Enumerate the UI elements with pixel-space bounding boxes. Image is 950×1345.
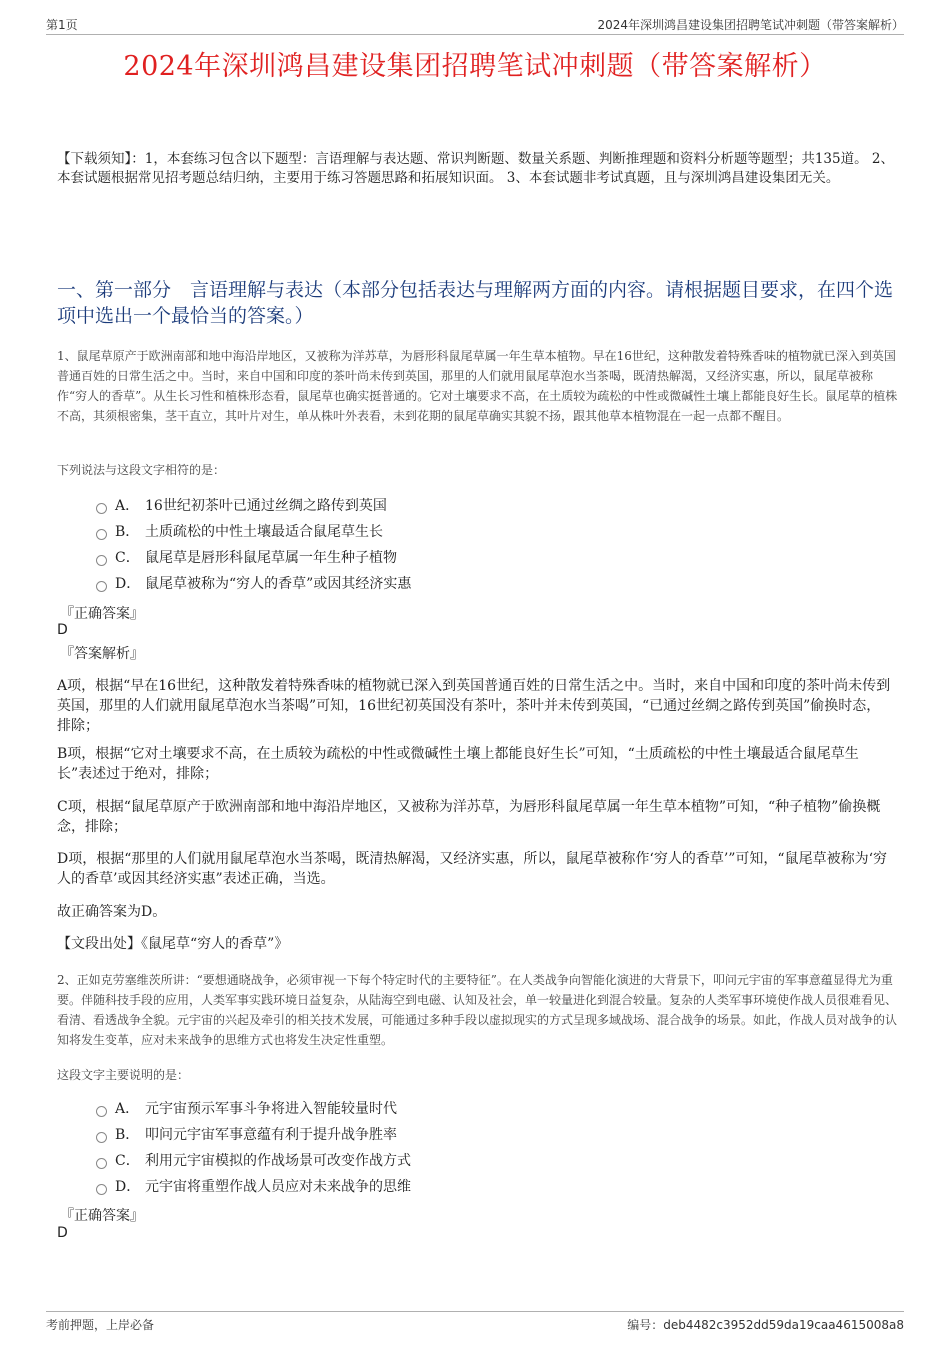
option-letter: C． (115, 1153, 140, 1169)
download-notice: 【下载须知】：1，本套练习包含以下题型：言语理解与表达题、常识判断题、数量关系题、判断推理题和资料分析题等题型；共135道。 2、本套试题根据常见招考题总结归纳，主要用于练习答题思路和拓展知识面。 3、本套试题非考试真题，且与深圳鸿昌建设集团无关。 (57, 151, 894, 186)
option-text: 元宇宙预示军事斗争将进入智能较量时代 (145, 1101, 397, 1117)
page-footer (46, 1311, 904, 1334)
q1-source: 【文段出处】《鼠尾草“穷人的香草”》 (57, 936, 289, 952)
option-letter: B． (115, 524, 140, 540)
q1-analysis-label: 『答案解析』 (60, 646, 144, 662)
q1-analysis-b: B项，根据“它对土壤要求不高，在土质较为疏松的中性或微碱性土壤上都能良好生长”可知，“土质疏松的中性土壤最适合鼠尾草生长”表述过于绝对，排除； (57, 746, 859, 782)
q2-option-d[interactable] (96, 1177, 411, 1197)
q2-prompt: 这段文字主要说明的是： (57, 1068, 190, 1082)
radio-icon[interactable] (96, 555, 107, 566)
option-letter: D． (115, 576, 141, 592)
q1-option-a[interactable] (96, 496, 387, 516)
q1-passage: 1、鼠尾草原产于欧洲南部和地中海沿岸地区，又被称为洋苏草，为唇形科鼠尾草属一年生草本植物。早在16世纪，这种散发着特殊香味的植物就已深入到英国普通百姓的日常生活之中。当时，来自中国和印度的茶叶尚未传到英国，那里的人们就用鼠尾草泡水当茶喝，既清热解渴，又经济实惠，所以，鼠尾草被称作“穷人的香草”。从生长习性和植株形态看，鼠尾草也确实挺普通的。它对土壤要求不高，在土质较为疏松的中性或微碱性土壤上都能良好生长。鼠尾草的植株不高，其须根密集，茎干直立，其叶片对生，单从株叶外表看，未到花期的鼠尾草确实其貌不扬，跟其他草本植物混在一起一点都不醒目。 (57, 349, 898, 423)
q1-option-b[interactable] (96, 522, 383, 542)
option-letter: C． (115, 550, 140, 566)
q1-conclusion: 故正确答案为D。 (57, 904, 167, 920)
q1-option-c[interactable] (96, 548, 397, 568)
page-header (46, 14, 904, 35)
q1-answer-label: 『正确答案』 (60, 606, 144, 622)
radio-icon[interactable] (96, 1132, 107, 1143)
q1-analysis-c: C项，根据“鼠尾草原产于欧洲南部和地中海沿岸地区，又被称为洋苏草，为唇形科鼠尾草属一年生草本植物”可知，“种子植物”偷换概念，排除； (57, 799, 881, 835)
radio-icon[interactable] (96, 529, 107, 540)
option-text: 土质疏松的中性土壤最适合鼠尾草生长 (145, 524, 383, 540)
q2-answer: D (57, 1225, 68, 1241)
radio-icon[interactable] (96, 1158, 107, 1169)
option-letter: A． (115, 1101, 140, 1117)
option-text: 叩问元宇宙军事意蕴有利于提升战争胜率 (145, 1127, 397, 1143)
footer-slogan: 考前押题，上岸必备 (46, 1318, 155, 1332)
radio-icon[interactable] (96, 1106, 107, 1117)
option-text: 鼠尾草被称为“穷人的香草”或因其经济实惠 (145, 576, 412, 592)
footer-doc-id: 编号：deb4482c3952dd59da19caa4615008a8 (627, 1318, 904, 1332)
option-text: 元宇宙将重塑作战人员应对未来战争的思维 (145, 1179, 411, 1195)
option-text: 鼠尾草是唇形科鼠尾草属一年生种子植物 (145, 550, 397, 566)
section-title: 一、第一部分 言语理解与表达（本部分包括表达与理解两方面的内容。请根据题目要求，在四个选项中选出一个最恰当的答案。） (57, 279, 894, 327)
q2-option-c[interactable] (96, 1151, 411, 1171)
option-text: 利用元宇宙模拟的作战场景可改变作战方式 (145, 1153, 411, 1169)
radio-icon[interactable] (96, 503, 107, 514)
q1-answer: D (57, 622, 68, 638)
header-doc-title: 2024年深圳鸿昌建设集团招聘笔试冲刺题（带答案解析） (597, 18, 904, 32)
q1-prompt: 下列说法与这段文字相符的是： (57, 463, 226, 477)
option-letter: A． (115, 498, 140, 514)
q2-option-b[interactable] (96, 1125, 397, 1145)
q2-passage: 2、正如克劳塞维茨所讲：“要想通晓战争，必须审视一下每个特定时代的主要特征”。在人类战争向智能化演进的大背景下，叩问元宇宙的军事意蕴显得尤为重要。伴随科技手段的应用，人类军事实践环境日益复杂，从陆海空到电磁、认知及社会，单一较量进化到混合较量。复杂的人类军事环境使作战人员很难看见、看清、看透战争全貌。元宇宙的兴起及牵引的相关技术发展，可能通过多种手段以虚拟现实的方式呈现多域战场、混合战争的场景。如此，作战人员对战争的认知将发生变革，应对未来战争的思维方式也将发生决定性重塑。 (57, 973, 898, 1047)
q1-analysis-d: D项，根据“那里的人们就用鼠尾草泡水当茶喝，既清热解渴，又经济实惠，所以，鼠尾草被称作‘穷人的香草’”可知，“鼠尾草被称为‘穷人的香草’或因其经济实惠”表述正确，当选。 (57, 851, 888, 887)
radio-icon[interactable] (96, 1184, 107, 1195)
q1-analysis-a: A项，根据“早在16世纪，这种散发着特殊香味的植物就已深入到英国普通百姓的日常生活之中。当时，来自中国和印度的茶叶尚未传到英国，那里的人们就用鼠尾草泡水当茶喝”可知，16世纪初英国没有茶叶，茶叶并未传到英国，“已通过丝绸之路传到英国”偷换时态，排除； (57, 678, 891, 734)
q1-option-d[interactable] (96, 574, 411, 594)
option-text: 16世纪初茶叶已通过丝绸之路传到英国 (145, 498, 387, 514)
radio-icon[interactable] (96, 581, 107, 592)
option-letter: D． (115, 1179, 141, 1195)
q2-answer-label: 『正确答案』 (60, 1208, 144, 1224)
q2-option-a[interactable] (96, 1099, 397, 1119)
document-title: 2024年深圳鸿昌建设集团招聘笔试冲刺题（带答案解析） (123, 51, 827, 82)
page-number: 第1页 (46, 18, 78, 32)
option-letter: B． (115, 1127, 140, 1143)
